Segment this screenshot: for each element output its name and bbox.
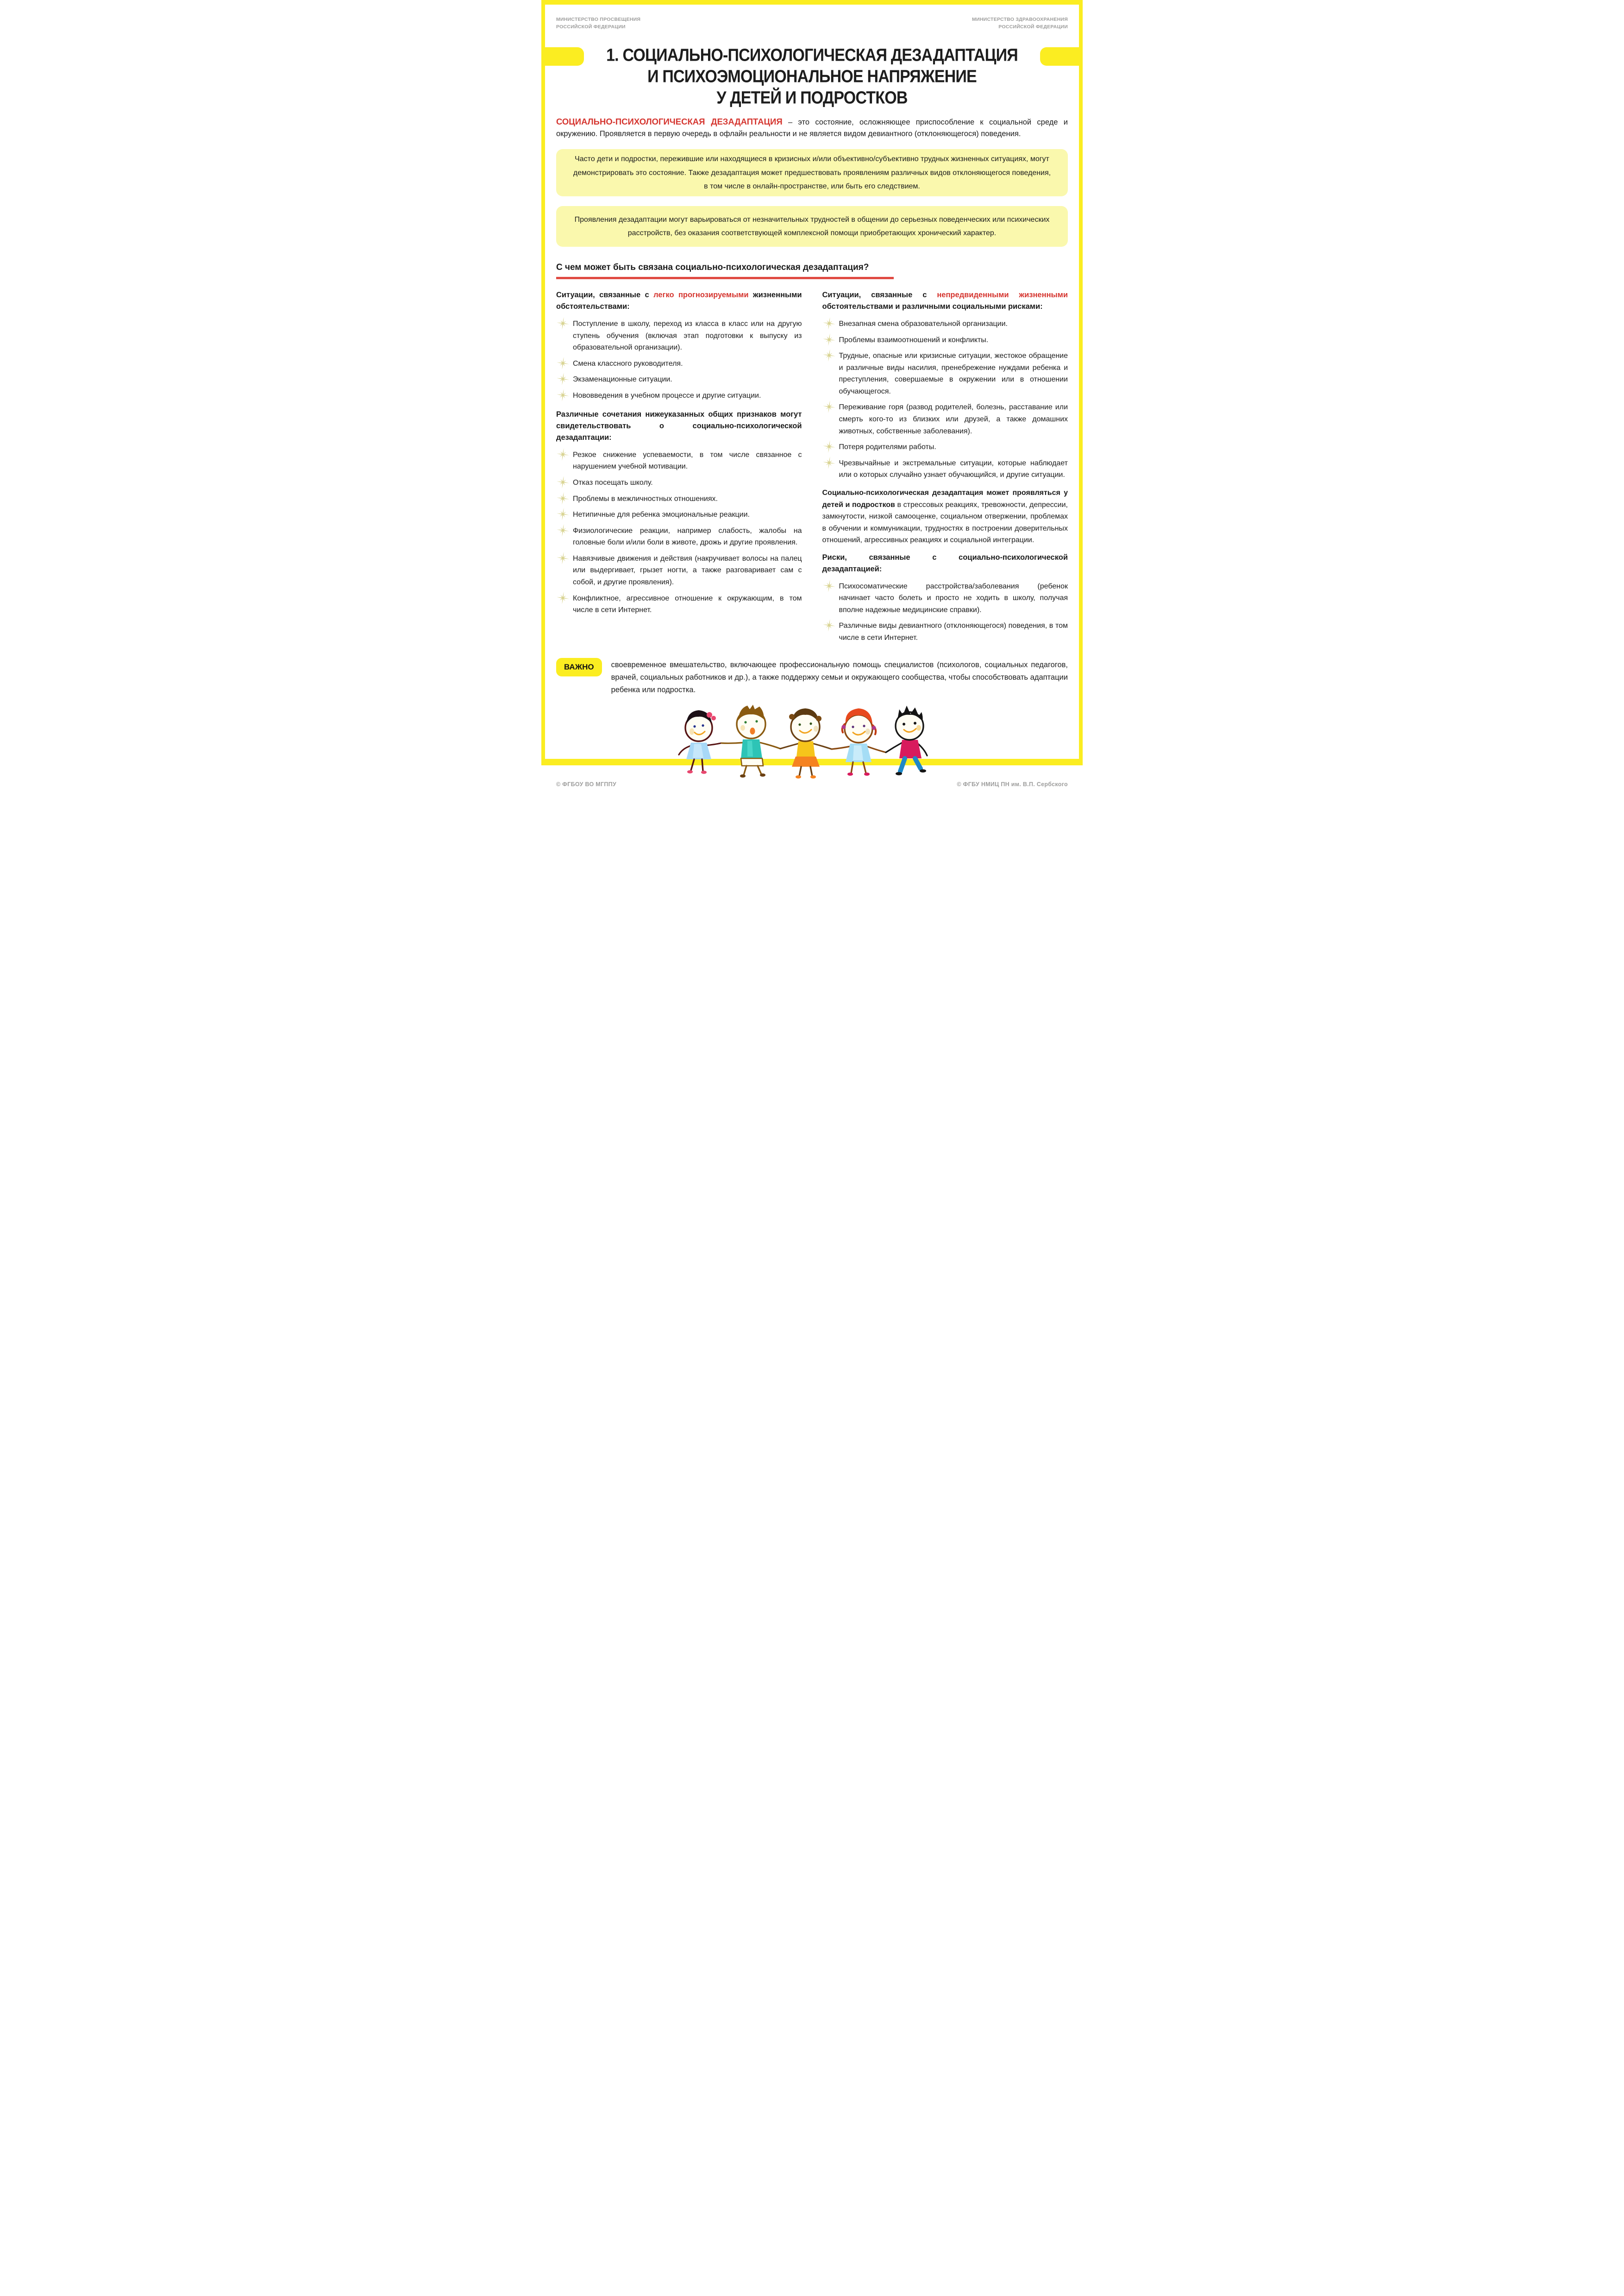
list-item <box>556 509 802 521</box>
manifestation-lead: Социально-психологическая дезадаптация может проявляться у детей и подростков <box>822 489 1068 509</box>
list-item <box>556 525 802 549</box>
list-item-text: Нетипичные для ребенка эмоциональные реакции. <box>573 511 750 519</box>
page-title <box>556 45 1068 108</box>
list-item-text: Внезапная смена образовательной организации. <box>839 319 1008 328</box>
ministry-right-line2: РОССИЙСКОЙ ФЕДЕРАЦИИ <box>998 24 1068 30</box>
left-heading-highlight: легко прогнозируемыми <box>653 291 749 300</box>
star-bullet-icon <box>557 317 569 330</box>
important-badge: ВАЖНО <box>556 658 602 676</box>
footer-copyright-left: © ФГБОУ ВО МГППУ <box>556 781 617 788</box>
title-line-3: У ДЕТЕЙ И ПОДРОСТКОВ <box>716 88 908 107</box>
star-bullet-icon <box>823 333 835 346</box>
list-item-text: Трудные, опасные или кризисные ситуации, жестокое обращение и различные виды насилия, пренебрежение нуждами ребенка и преступления, совершаемые в окружении или в отношении обучающегося. <box>839 352 1068 395</box>
left-heading-suffix: жизненными обстоятельствами: <box>556 291 802 311</box>
list-item-text: Различные виды девиантного (отклоняющегося) поведения, в том числе в сети Интернет. <box>839 622 1068 642</box>
ministry-left <box>556 16 640 31</box>
star-bullet-icon <box>557 476 569 488</box>
kid-girl-blue-dress <box>679 710 721 774</box>
info-box-1-text: Часто дети и подростки, пережившие или находящиеся в кризисных и/или объективно/субъективно трудных жизненных ситуациях, могут демонстрировать это состояние. Также дезадаптация может предшествовать проявлениям различных видов отклоняющегося поведения, в том числе в онлайн-пространстве, или быть его следствием. <box>573 155 1051 191</box>
predictable-situations-list <box>556 318 802 402</box>
manifestation-paragraph <box>822 487 1068 546</box>
kid-girl-red-hair <box>832 708 886 776</box>
list-item-text: Психосоматические расстройства/заболевания (ребенок начинает часто болеть и просто не ходить в школу, получая вполне надежные медицинские справки). <box>839 582 1068 614</box>
star-bullet-icon <box>557 357 569 369</box>
signs-subheading: Различные сочетания нижеуказанных общих признаков могут свидетельствовать о социально-психологической дезадаптации: <box>556 410 802 442</box>
list-item-text: Навязчивые движения и действия (накручивает волосы на палец или выдергивает, грызет ногти, а также разговаривает сам с собой, и другие проявления). <box>573 554 802 587</box>
list-item-text: Нововведения в учебном процессе и другие ситуации. <box>573 391 761 400</box>
info-box-2 <box>556 206 1068 247</box>
list-item <box>822 401 1068 437</box>
left-heading-prefix: Ситуации, связанные с <box>556 291 654 300</box>
footer <box>556 781 1068 789</box>
star-bullet-icon <box>557 492 569 505</box>
left-column <box>556 289 802 648</box>
list-item-text: Отказ посещать школу. <box>573 478 653 487</box>
kid-girl-yellow-dress <box>780 708 832 779</box>
footer-copyright-right: © ФГБУ НМИЦ ПН им. В.П. Сербского <box>957 781 1068 788</box>
list-item-text: Конфликтное, агрессивное отношение к окружающим, в том числе в сети Интернет. <box>573 594 802 614</box>
list-item <box>822 620 1068 644</box>
list-item <box>822 457 1068 481</box>
star-bullet-icon <box>823 317 835 330</box>
intro-paragraph <box>556 115 1068 140</box>
important-section <box>556 658 1068 696</box>
list-item <box>556 358 802 370</box>
list-item <box>556 318 802 354</box>
ministry-left-line1: МИНИСТЕРСТВО ПРОСВЕЩЕНИЯ <box>556 17 641 22</box>
left-column-heading <box>556 289 802 313</box>
star-bullet-icon <box>557 448 569 461</box>
list-item <box>556 493 802 505</box>
info-box-2-text: Проявления дезадаптации могут варьироваться от незначительных трудностей в общении до серьезных поведенческих или психических расстройств, без оказания соответствующей комплексной помощи приобретающих хронический характер. <box>574 215 1050 238</box>
star-bullet-icon <box>823 457 835 469</box>
list-item <box>556 553 802 588</box>
star-bullet-icon <box>823 400 835 413</box>
important-text: своевременное вмешательство, включающее профессиональную помощь специалистов (психологов, социальных педагогов, врачей, социальных работников и др.), а также поддержку семьи и окружающего сообщества, чтобы способствовать адаптации ребенка или подростка. <box>611 661 1068 694</box>
intro-term: СОЦИАЛЬНО-ПСИХОЛОГИЧЕСКАЯ ДЕЗАДАПТАЦИЯ <box>556 116 783 126</box>
right-heading-highlight: непредвиденными жизненными <box>937 291 1068 300</box>
star-bullet-icon <box>557 508 569 520</box>
kid-boy-crimson-shirt <box>886 706 927 776</box>
list-item-text: Экзаменационные ситуации. <box>573 375 672 384</box>
list-item <box>822 318 1068 330</box>
title-line-1: 1. СОЦИАЛЬНО-ПСИХОЛОГИЧЕСКАЯ ДЕЗАДАПТАЦИЯ <box>606 45 1018 65</box>
columns <box>556 289 1068 648</box>
info-box-1 <box>556 149 1068 196</box>
list-item-text: Поступление в школу, переход из класса в класс или на другую ступень обучения (включая этап подготовки к выпуску из образовательной организации). <box>573 319 802 352</box>
list-item <box>822 581 1068 616</box>
ministry-right <box>972 16 1068 31</box>
list-item-text: Проблемы в межличностных отношениях. <box>573 494 718 503</box>
list-item-text: Проблемы взаимоотношений и конфликты. <box>839 336 989 344</box>
right-column-heading <box>822 289 1068 313</box>
list-item-text: Физиологические реакции, например слабость, жалобы на головные боли и/или боли в животе, дрожь и другие проявления. <box>573 526 802 547</box>
kid-boy-teal-shirt <box>721 705 780 778</box>
risks-list <box>822 581 1068 644</box>
right-column <box>822 289 1068 648</box>
ministry-right-line1: МИНИСТЕРСТВО ЗДРАВООХРАНЕНИЯ <box>972 17 1068 22</box>
list-item <box>822 334 1068 346</box>
list-item-text: Резкое снижение успеваемости, в том числе связанное с нарушением учебной мотивации. <box>573 450 802 471</box>
list-item <box>556 374 802 386</box>
header <box>556 16 1068 31</box>
right-heading-suffix: обстоятельствами и различными социальными рисками: <box>822 302 1043 311</box>
signs-list <box>556 449 802 616</box>
intro-definition: – это состояние, осложняющее приспособление к социальной среде и окружению. Проявляется в первую очередь в офлайн реальности и не является видом девиантного (отклоняющегося) поведения. <box>556 118 1068 138</box>
title-block <box>556 45 1068 107</box>
list-item <box>556 390 802 402</box>
risks-subheading: Риски, связанные с социально-психологической дезадаптацией: <box>822 553 1068 573</box>
list-item-text: Смена классного руководителя. <box>573 359 683 368</box>
list-item <box>556 593 802 616</box>
poster-page <box>541 0 1083 788</box>
manifestation-rest: в стрессовых реакциях, тревожности, депрессии, замкнутости, низкой самооценке, социальном отвержении, проблемах в обучении и коммуникации, трудностях в построении доверительных отношений, агрессивных реакциях и социальной интеграции. <box>822 500 1068 544</box>
right-heading-prefix: Ситуации, связанные с <box>822 291 937 300</box>
list-item <box>822 350 1068 397</box>
star-bullet-icon <box>823 349 835 362</box>
list-item-text: Переживание горя (развод родителей, болезнь, расставание или смерть кого-то из близких или друзей, а также домашних животных, собственные заболевания). <box>839 403 1068 435</box>
star-bullet-icon <box>557 592 569 604</box>
title-line-2: И ПСИХОЭМОЦИОНАЛЬНОЕ НАПРЯЖЕНИЕ <box>647 66 977 86</box>
list-item <box>556 477 802 489</box>
star-bullet-icon <box>823 440 835 453</box>
ministry-left-line2: РОССИЙСКОЙ ФЕДЕРАЦИИ <box>556 24 626 30</box>
list-item <box>556 449 802 473</box>
star-bullet-icon <box>557 373 569 385</box>
star-bullet-icon <box>557 552 569 564</box>
star-bullet-icon <box>823 580 835 592</box>
children-illustration-svg <box>669 700 956 779</box>
section-heading: С чем может быть связана социально-психологическая дезадаптация? <box>556 263 894 279</box>
star-bullet-icon <box>557 524 569 537</box>
children-illustration <box>556 700 1068 781</box>
list-item-text: Потеря родителями работы. <box>839 443 936 451</box>
star-bullet-icon <box>557 389 569 401</box>
list-item <box>822 441 1068 453</box>
unforeseen-situations-list <box>822 318 1068 481</box>
list-item-text: Чрезвычайные и экстремальные ситуации, которые наблюдает или о которых случайно узнает обучающийся, и другие ситуации. <box>839 459 1068 479</box>
star-bullet-icon <box>823 619 835 632</box>
